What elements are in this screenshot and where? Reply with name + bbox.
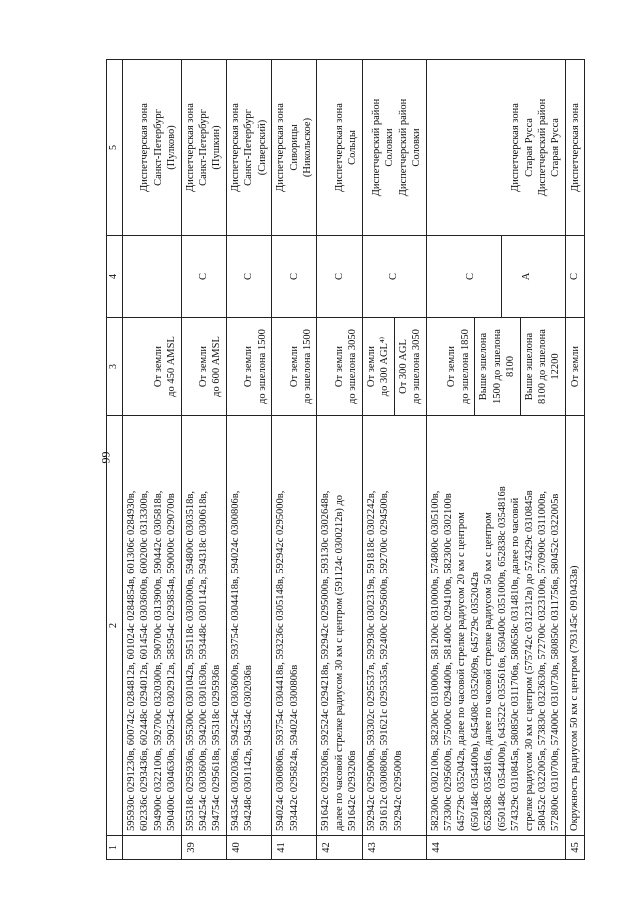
altitude-line: От земли xyxy=(446,345,458,388)
coordinates-line: 594254с 0303600в, 594200с 0301630в, 593448с 0301142в, 594318с 0300618в, xyxy=(197,491,209,831)
table-row xyxy=(565,60,584,860)
coordinates-line: 652838с 0354816в, далее по часовой стрелке радиусом 50 км с центром xyxy=(483,512,495,831)
zone-name-line: Санкт-Петербург xyxy=(197,109,209,186)
coordinates-line: 580452с 0322005в, 573830с 0323630в, 572700с 0323100в, 570900с 0311000в, xyxy=(537,491,549,831)
class-subcell: А xyxy=(501,236,551,317)
zone-name-line: Соловки xyxy=(411,128,423,167)
coordinates-line: 594754с 0295618в, 595318с 0295936в xyxy=(211,664,223,831)
header-col-1: 1 xyxy=(107,836,123,860)
coordinates-line: 592942с 0295000в xyxy=(392,750,404,831)
altitude-line: От земли xyxy=(243,345,255,388)
row-number: 42 xyxy=(317,836,362,860)
zone-name-line: Диспетчерская зона xyxy=(510,103,522,192)
zone-name-line: Диспетчерский район xyxy=(397,98,409,197)
altitude-subcell xyxy=(474,318,519,415)
zone-name-line: Диспетчерская зона xyxy=(569,103,581,192)
zone-name-line: Санкт-Петербург xyxy=(243,109,255,186)
coordinates-line: 594354с 0302036в, 594254с 0303600в, 593754с 0304418в, 594024с 0300806в, xyxy=(229,490,241,831)
altitude-cell xyxy=(181,318,226,416)
coordinates-line: 593442с 0295824в, 594024с 0300806в xyxy=(288,664,300,831)
altitude-line: до 450 AMSL xyxy=(166,336,178,397)
altitude-line: От земли xyxy=(197,345,209,388)
zone-name-cell xyxy=(226,60,271,236)
coordinates-line: 591612с 0300806в, 591621с 0295335в, 592400с 0295600в, 592700с 0294500в, xyxy=(379,490,391,831)
zone-name-line: (Пушкин) xyxy=(211,125,223,170)
class-subcell: С xyxy=(464,273,476,281)
zone-name-cell xyxy=(426,60,565,236)
coordinates-line: 594900с 0322100в, 592700с 0320300в, 590700с 0313900в, 590442с 0305818в, xyxy=(152,490,164,831)
altitude-subcell xyxy=(443,318,474,415)
table-row xyxy=(362,60,426,860)
altitude-line: до эшелона 1500 xyxy=(256,329,268,404)
altitude-line: Выше эшелона xyxy=(523,332,535,401)
altitude-line: до эшелона 3050 xyxy=(411,329,423,404)
airspace-table xyxy=(106,59,585,860)
altitude-subcell xyxy=(394,318,426,415)
coordinates-line: 574329с 0310845в, 580850с 0311706в, 580658с 0314810в, далее по часовой xyxy=(510,497,522,831)
coordinates-cell xyxy=(362,416,426,836)
altitude-line: От земли xyxy=(152,345,164,388)
class-cell: С xyxy=(181,236,226,318)
page-number: 99 xyxy=(98,451,113,464)
altitude-cell xyxy=(362,318,426,416)
coordinates-line: 595930с 0291230в, 600742с 0284812в, 601024с 0284854в, 601306с 0284930в, xyxy=(125,490,137,831)
coordinates-line: (650148с 0354400в), 645408с 0352609в, 645729с 0352042в xyxy=(469,572,481,831)
coordinates-line: 645729с 0352042в, далее по часовой стрелке радиусом 20 км с центром xyxy=(456,512,468,831)
altitude-line: 1500 до эшелона xyxy=(491,329,503,404)
altitude-cell xyxy=(272,318,317,416)
zone-name-line: Санкт-Петербург xyxy=(152,109,164,186)
zone-name-line: Диспетчерская зона xyxy=(229,103,241,192)
class-cell: С xyxy=(272,236,317,318)
zone-name-line: Диспетчерская зона xyxy=(333,103,345,192)
altitude-line: 8100 xyxy=(505,356,517,377)
header-row xyxy=(107,60,123,860)
zone-name-line: (Никольское) xyxy=(302,117,314,178)
row-number: 41 xyxy=(272,836,317,860)
coordinates-line: 592942с 0295000в, 593302с 0295537в, 592930с 0302319в, 591818с 0302242в, xyxy=(365,490,377,831)
header-col-4: 4 xyxy=(107,236,123,318)
row-number: 43 xyxy=(362,836,426,860)
zone-name-line: Диспетчерская зона xyxy=(275,103,287,192)
coordinates-line: 594248с 0301142в, 594354с 0302036в xyxy=(243,665,255,831)
zone-name-line: Диспетчерский район xyxy=(537,98,549,197)
class-cell: С xyxy=(362,236,426,318)
altitude-line: От земли xyxy=(569,345,581,388)
zone-name-cell xyxy=(122,60,181,236)
coordinates-line: 573300с 0295600в, 575000с 0294400в, 581400с 0294100в, 582300с 0302100в xyxy=(442,493,454,831)
row-number: 45 xyxy=(565,836,584,860)
zone-name-line: Соловки xyxy=(384,128,396,167)
altitude-cell xyxy=(226,318,271,416)
zone-name-cell xyxy=(181,60,226,236)
coordinates-line: 590400с 0304630в, 590254с 0302912в, 585954с 0293854в, 590000с 0290700в xyxy=(166,493,178,831)
table-row xyxy=(226,60,271,860)
class-cell: С xyxy=(565,236,584,318)
altitude-line: От 300 AGL xyxy=(397,339,409,394)
zone-name-line: Старая Русса xyxy=(523,118,535,177)
coordinates-cell xyxy=(426,416,565,836)
coordinates-line: 572800с 0310700в, 574000с 0310730в, 580850с 0311756в, 580452с 0322005в xyxy=(550,493,562,831)
class-cell xyxy=(122,236,181,318)
zone-name-line: Диспетчерская зона xyxy=(139,103,151,192)
coordinates-line: 602336с 0293436в, 602448с 0294012в, 601454с 0303600в, 600200с 0313300в, xyxy=(139,490,151,831)
coordinates-line: далее по часовой стрелке радиусом 30 км с центром (591124с 0300212в) до xyxy=(333,494,345,831)
table-row xyxy=(181,60,226,860)
zone-name-cell xyxy=(565,60,584,236)
coordinates-cell xyxy=(565,416,584,836)
coordinates-cell xyxy=(122,416,181,836)
coordinates-line: 591642с 0293206в, 592524с 0294218в, 592942с 0295000в, 593130с 0302648в, xyxy=(320,490,332,831)
class-cell: С xyxy=(317,236,362,318)
altitude-line: до эшелона 3050 xyxy=(347,329,359,404)
altitude-subcell xyxy=(520,318,565,415)
coordinates-line: 591642с 0293206в xyxy=(347,750,359,831)
altitude-cell xyxy=(317,318,362,416)
altitude-cell xyxy=(122,318,181,416)
altitude-line: 12200 xyxy=(550,353,562,380)
zone-name-cell xyxy=(362,60,426,236)
coordinates-cell xyxy=(272,416,317,836)
altitude-cell xyxy=(565,318,584,416)
zone-name-line: Сольцы xyxy=(347,130,359,165)
header-col-3: 3 xyxy=(107,318,123,416)
table-row xyxy=(122,60,181,860)
row-number xyxy=(122,836,181,860)
coordinates-cell xyxy=(226,416,271,836)
row-number: 44 xyxy=(426,836,565,860)
zone-name-line: Диспетчерская зона xyxy=(184,103,196,192)
coordinates-cell xyxy=(317,416,362,836)
zone-name-cell xyxy=(317,60,362,236)
rotated-document-page xyxy=(106,60,581,860)
coordinates-line: стрелке радиусом 30 км с центром (575742с 0312312в) до 574329с 0310845в xyxy=(523,490,535,831)
zone-name-cell xyxy=(272,60,317,236)
zone-name-line: (Сиверский) xyxy=(256,119,268,176)
row-number: 40 xyxy=(226,836,271,860)
coordinates-line: Окружность радиусом 50 км с центром (793145с 0910433в) xyxy=(568,565,580,831)
altitude-line: до эшелона 1850 xyxy=(459,329,471,404)
zone-name-line: Сиворицы xyxy=(288,124,300,171)
altitude-line: От земли xyxy=(365,345,377,388)
coordinates-cell xyxy=(181,416,226,836)
class-cell: С xyxy=(226,236,271,318)
table-row xyxy=(426,60,565,860)
zone-name-line: Старая Русса xyxy=(550,118,562,177)
altitude-line: до эшелона 1500 xyxy=(302,329,314,404)
row-number: 39 xyxy=(181,836,226,860)
class-cell xyxy=(426,236,565,318)
altitude-cell xyxy=(426,318,565,416)
header-col-2: 2 xyxy=(107,416,123,836)
altitude-line: Выше эшелона xyxy=(478,332,490,401)
altitude-line: От земли xyxy=(333,345,345,388)
zone-name-line: (Пулково) xyxy=(166,125,178,170)
altitude-line: до 600 AMSL xyxy=(211,336,223,397)
altitude-line: 8100 до эшелона xyxy=(537,329,549,404)
coordinates-line: 595318с 0295936в, 595300с 0301042в, 595118с 0303000в, 594800с 0303518в, xyxy=(184,491,196,831)
coordinates-line: 582300с 0302100в, 582300с 0310000в, 581200с 0310000в, 574800с 0305100в, xyxy=(429,490,441,831)
table-row xyxy=(272,60,317,860)
altitude-subcell xyxy=(363,318,394,415)
altitude-line: до 300 AGL⁴⁾ xyxy=(379,336,391,397)
header-col-5: 5 xyxy=(107,60,123,236)
coordinates-line: 594024с 0300806в, 593754с 0304418в, 593236с 0305148в, 592942с 0295000в, xyxy=(275,490,287,831)
zone-name-line: Диспетчерский район xyxy=(370,98,382,197)
table-row xyxy=(317,60,362,860)
altitude-line: От земли xyxy=(288,345,300,388)
coordinates-line: (650148с 0354400в), 643522с 0355616в, 650400с 0351000в, 652838с 0354816в xyxy=(496,486,508,831)
